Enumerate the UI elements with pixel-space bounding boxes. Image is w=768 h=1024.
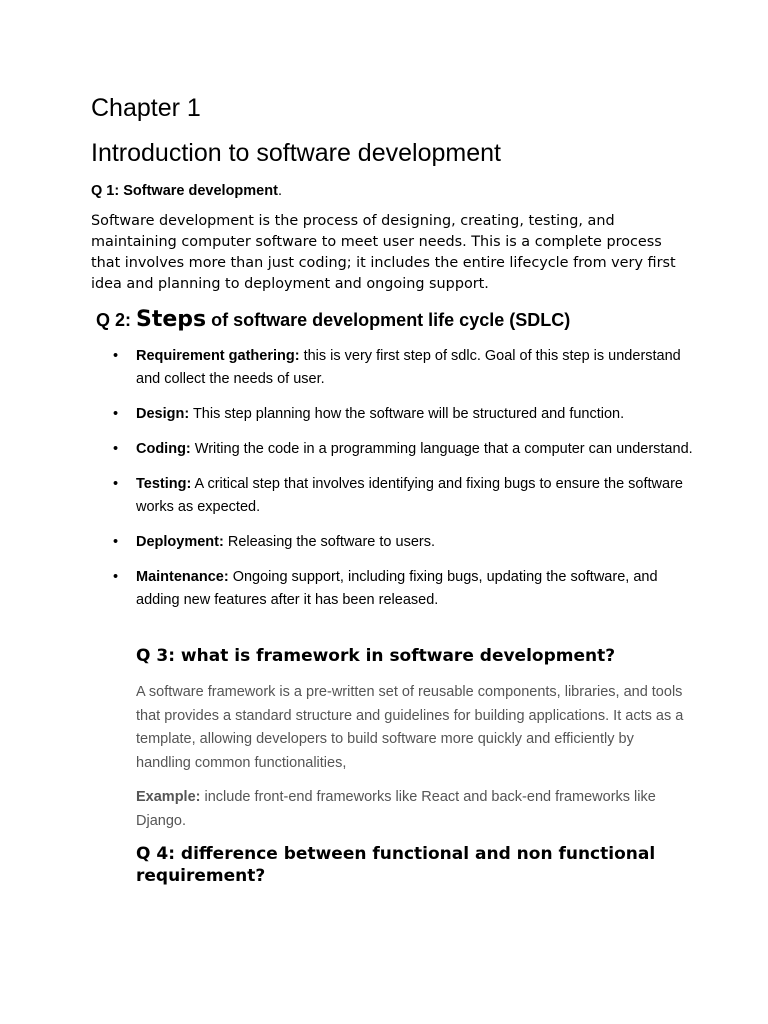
step-text: Ongoing support, including fixing bugs, updating the software, and adding new features after it has been released. (136, 569, 658, 608)
list-item (113, 566, 693, 612)
question-2 (96, 306, 570, 334)
bullet-icon: • (113, 348, 119, 364)
step-text: A critical step that involves identifying and fixing bugs to ensure the software works as expected. (136, 476, 683, 515)
list-item (113, 473, 693, 519)
step-term: Deployment: (136, 534, 224, 550)
question-3: Q 3: what is framework in software development? (136, 646, 616, 666)
bullet-icon: • (113, 476, 119, 492)
example-text: include front-end frameworks like React and back-end frameworks like Django. (136, 789, 656, 829)
framework-paragraph: A software framework is a pre-written set of reusable components, libraries, and tools that provides a standard structure and guidelines for building applications. It acts as a template, allowing developers to build software more quickly and efficiently by handling common functionalities, (136, 684, 684, 771)
step-term: Maintenance: (136, 569, 229, 585)
bullet-icon: • (113, 569, 119, 585)
step-term: Requirement gathering: (136, 348, 300, 364)
step-text: this is very first step of sdlc. Goal of this step is understand and collect the needs of user. (136, 348, 681, 387)
step-text: This step planning how the software will be structured and function. (189, 406, 625, 422)
question-2-rest: of software development life cycle (SDLC) (206, 310, 571, 330)
bullet-icon: • (113, 534, 119, 550)
example-label: Example: (136, 789, 201, 805)
step-term: Design: (136, 406, 190, 422)
list-item (113, 531, 693, 554)
step-text: Releasing the software to users. (223, 534, 435, 550)
sdlc-steps-list (113, 345, 693, 624)
chapter-heading: Chapter 1 (91, 94, 201, 122)
step-term: Testing: (136, 476, 192, 492)
example-paragraph (136, 786, 676, 833)
list-item (113, 438, 693, 461)
question-2-emphasis: Steps (136, 307, 207, 332)
question-4: Q 4: difference between functional and non functional requirement? (136, 844, 656, 886)
question-1 (91, 182, 282, 200)
list-item (113, 403, 693, 426)
bullet-icon: • (113, 441, 119, 457)
step-text: Writing the code in a programming language that a computer can understand. (190, 441, 693, 457)
question-1-suffix: . (277, 183, 282, 199)
question-2-prefix: Q 2: (96, 310, 137, 330)
intro-paragraph: Software development is the process of designing, creating, testing, and maintaining computer software to meet user needs. This is a complete process that involves more than just coding; it includes the entire lifecycle from very first idea and planning to deployment and ongoing support. (91, 213, 676, 292)
step-term: Coding: (136, 441, 191, 457)
bullet-icon: • (113, 406, 119, 422)
question-1-label: Q 1: Software development (91, 183, 278, 199)
page-title: Introduction to software development (91, 139, 501, 167)
list-item (113, 345, 693, 391)
